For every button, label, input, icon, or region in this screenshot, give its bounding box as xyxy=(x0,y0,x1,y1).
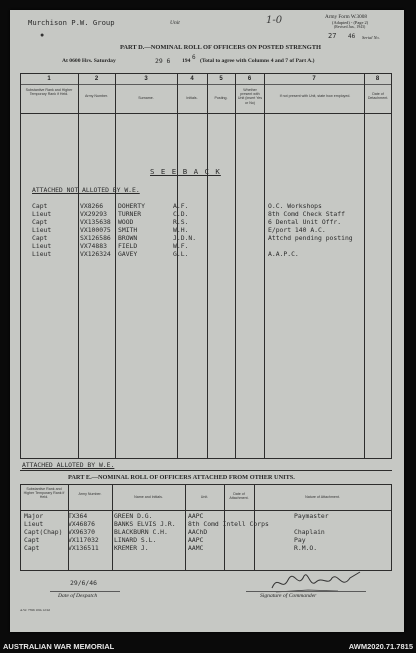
col-number: 1 xyxy=(47,76,51,82)
cell-surname: DOHERTY xyxy=(118,202,145,210)
cell-unit: AAPC xyxy=(188,536,204,544)
at-line-date: 29 6 xyxy=(155,57,171,65)
table-top-rule xyxy=(20,73,392,74)
unit-name: Murchison P.W. Group xyxy=(28,18,115,27)
cell-number: VX96370 xyxy=(68,528,95,536)
cell-initials: A.F. xyxy=(173,202,189,210)
cell-number: VX136511 xyxy=(68,544,99,552)
e-col-border-3 xyxy=(185,484,186,570)
at-line-year-suffix: 6 xyxy=(192,54,196,61)
e-col-header-unit: Unit. xyxy=(200,495,209,499)
cell-surname: TURNER xyxy=(118,210,142,218)
col-number: 6 xyxy=(247,76,252,82)
col-border-5 xyxy=(235,73,236,458)
cell-number: SX126586 xyxy=(80,234,111,242)
cell-initials: W.H. xyxy=(173,226,189,234)
cell-unit: AAPC xyxy=(188,512,204,520)
col-header-detachment: Date of Detachment. xyxy=(367,92,389,101)
cell-initials: R.S. xyxy=(173,218,189,226)
cell-rank: Capt xyxy=(32,234,48,242)
signature-rule xyxy=(246,591,366,592)
cell-number: TX364 xyxy=(68,512,88,520)
col-border-2 xyxy=(115,73,116,458)
at-line-year: 194 xyxy=(182,58,191,64)
cell-rank: Capt xyxy=(24,536,40,544)
cell-employed: 8th Comd Check Staff xyxy=(268,210,345,218)
cell-employed: A.A.P.C. xyxy=(268,250,299,258)
cell-nature: Paymaster xyxy=(294,512,329,520)
cell-number: VX135638 xyxy=(80,218,111,226)
col-number: 7 xyxy=(312,76,316,82)
cell-employed: O.C. Workshops xyxy=(268,202,322,210)
col-header-initials: Initials. xyxy=(186,96,198,100)
cell-employed: Attchd pending posting xyxy=(268,234,353,242)
cell-number: VX29293 xyxy=(80,210,107,218)
cell-unit: AAChD xyxy=(188,528,208,536)
cell-nature: Pay xyxy=(294,536,306,544)
cell-nature: Chaplain xyxy=(294,528,325,536)
form-sheet xyxy=(10,10,404,632)
caption-left: AUSTRALIAN WAR MEMORIAL xyxy=(3,642,115,651)
form-title: Army Form W.3008 xyxy=(325,14,367,20)
e-col-border-2 xyxy=(112,484,113,570)
colnum-rule xyxy=(20,84,392,85)
serial-label: Serial No. xyxy=(362,35,380,40)
attached-not-allotted-heading: ATTACHED NOT ALLOTED BY W.E. xyxy=(32,186,140,194)
at-line-suffix: (Total to agree with Columns 4 and 7 of Part A.) xyxy=(200,58,315,64)
cell-name: LINARD S.L. xyxy=(114,536,157,544)
col-number: 4 xyxy=(190,76,194,82)
at-line-prefix: At 0600 Hrs. Saturday xyxy=(62,58,116,64)
e-col-header-date: Date of Attachment. xyxy=(229,492,249,501)
e-col-border-right xyxy=(391,484,392,570)
unit-label: Unit xyxy=(170,20,180,26)
cell-initials: W.F. xyxy=(173,242,189,250)
col-number: 5 xyxy=(219,76,223,82)
cell-number: VX46876 xyxy=(68,520,95,528)
cell-rank: Capt xyxy=(32,218,48,226)
cell-rank: Lieut xyxy=(24,520,44,528)
cell-rank: Capt xyxy=(24,544,40,552)
cell-surname: BROWN xyxy=(118,234,138,242)
col-header-number: Army Number. xyxy=(85,94,108,98)
e-col-border-left xyxy=(20,484,21,570)
cell-surname: FIELD xyxy=(118,242,138,250)
col-number: 3 xyxy=(144,76,148,82)
cell-number: VX117032 xyxy=(68,536,99,544)
cell-number: VX100075 xyxy=(80,226,111,234)
despatch-rule xyxy=(50,591,120,592)
cell-initials: G.L. xyxy=(173,250,189,258)
cell-number: VX74883 xyxy=(80,242,107,250)
cell-number: VX126324 xyxy=(80,250,111,258)
cell-rank: Lieut xyxy=(32,210,52,218)
cell-name: KREMER J. xyxy=(114,544,149,552)
cell-employed: 6 Dental Unit Offr. xyxy=(268,218,342,226)
col-header-posting: Posting. xyxy=(214,96,228,100)
col-header-rank: Substantive Rank and Higher Temporary Rank if Held. xyxy=(25,88,73,97)
col-header-present: Whether present with Unit (insert Yes or No) xyxy=(237,88,263,105)
col-number: 2 xyxy=(94,76,99,82)
col-border-1 xyxy=(78,73,79,458)
part-e-header-top-rule xyxy=(20,484,392,485)
cell-initials: J.D.N. xyxy=(173,234,197,242)
punch-mark: ● xyxy=(40,32,45,39)
col-border-right xyxy=(391,73,392,458)
cell-name: GREEN D.G. xyxy=(114,512,153,520)
part-e-top-rule xyxy=(20,470,392,471)
e-col-header-rank: Substantive Rank and Higher Temporary Rank if Held. xyxy=(23,487,65,500)
cell-rank: Lieut xyxy=(32,242,52,250)
form-adapted: (Adapted) - (Page 2) xyxy=(332,20,369,25)
handwritten-ref: 1-0 xyxy=(266,15,283,26)
col-border-left xyxy=(20,73,21,458)
col-border-3 xyxy=(177,73,178,458)
col-header-surname: Surname. xyxy=(138,96,154,100)
part-d-title: PART D.—NOMINAL ROLL OF OFFICERS ON POSTED STRENGTH xyxy=(120,44,321,51)
cell-unit: AAMC xyxy=(188,544,204,552)
col-number: 8 xyxy=(375,76,380,82)
cell-rank: Major xyxy=(24,512,44,520)
see-back-note: S E E B A C K xyxy=(150,167,221,176)
cell-nature: R.M.O. xyxy=(294,544,318,552)
cell-surname: SMITH xyxy=(118,226,138,234)
e-col-header-name: Name and Initials. xyxy=(134,495,163,499)
col-border-6 xyxy=(264,73,265,458)
e-col-header-nature: Nature of Attachment. xyxy=(305,495,340,499)
table-bottom-rule xyxy=(20,458,392,459)
cell-initials: C.D. xyxy=(173,210,189,218)
signature-label: Signature of Commander xyxy=(260,593,317,599)
cell-number: VX8266 xyxy=(80,202,104,210)
col-border-7 xyxy=(364,73,365,458)
cell-name: BANKS ELVIS J.R. xyxy=(114,520,176,528)
caption-bar xyxy=(0,640,416,653)
cell-rank: Lieut xyxy=(32,250,52,258)
form-revised: (Revised Jan., 1943) xyxy=(334,25,366,29)
cell-rank: Capt(Chap) xyxy=(24,528,63,536)
caption-right: AWM2020.71.7815 xyxy=(348,642,413,651)
cell-rank: Capt xyxy=(32,202,48,210)
part-e-header-bottom-rule xyxy=(20,510,392,511)
cell-rank: Lieut xyxy=(32,226,52,234)
despatch-date: 29/6/46 xyxy=(70,579,97,587)
cell-employed: E/port 140 A.C. xyxy=(268,226,326,234)
part-e-title: PART E.—NOMINAL ROLL OF OFFICERS ATTACHED FROM OTHER UNITS. xyxy=(68,474,295,481)
col-header-employed: If not present with Unit, state how employed. xyxy=(279,94,351,98)
e-col-header-number: Army Number. xyxy=(78,492,102,496)
col-border-4 xyxy=(207,73,208,458)
cell-surname: GAVEY xyxy=(118,250,138,258)
attached-allotted-heading: ATTACHED ALLOTED BY W.E. xyxy=(22,461,115,469)
printer-note: A.W. 7596 10m 12/42 xyxy=(20,608,51,612)
cell-surname: WOOD xyxy=(118,218,134,226)
serial-value: 27 xyxy=(328,32,337,40)
cell-unit: 8th Comd Intell Corps xyxy=(188,520,269,528)
despatch-label: Date of Despatch xyxy=(58,593,98,599)
serial-year: 46 xyxy=(348,33,356,40)
cell-name: BLACKBURN C.H. xyxy=(114,528,168,536)
header-bottom-rule xyxy=(20,113,392,114)
